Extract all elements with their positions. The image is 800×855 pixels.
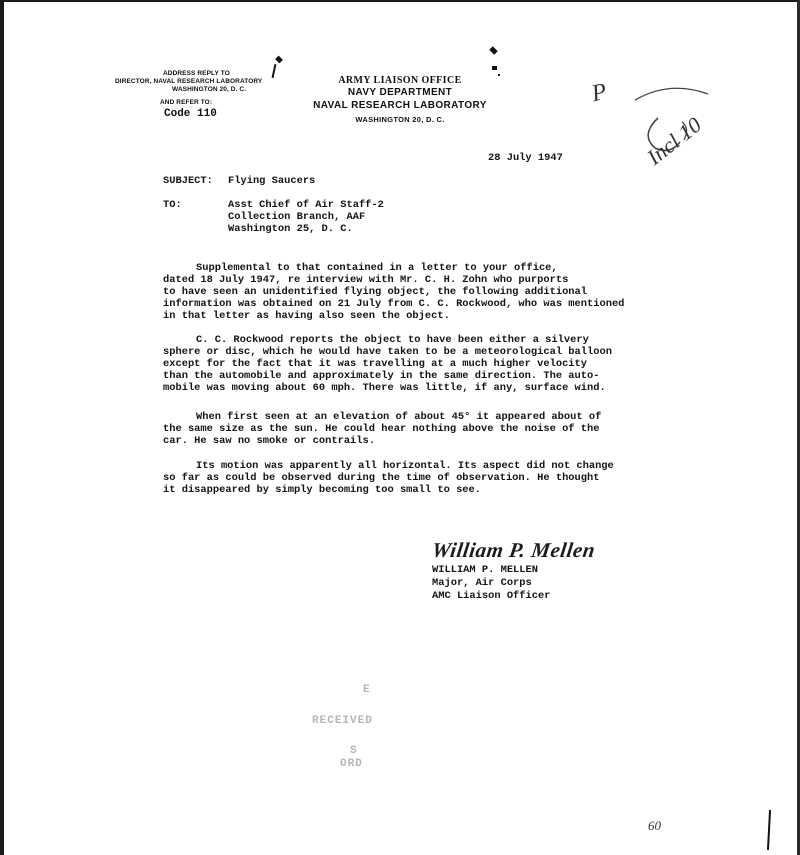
stamp-fragment: RECEIVED	[312, 715, 373, 727]
handwritten-corner-mark: P	[589, 78, 610, 108]
body-line: car. He saw no smoke or contrails.	[163, 435, 376, 447]
scan-border-left	[0, 0, 4, 855]
reply-address-line2: DIRECTOR, NAVAL RESEARCH LABORATORY	[115, 78, 263, 85]
handwritten-signature: William P. Mellen	[430, 538, 597, 562]
body-line: C. C. Rockwood reports the object to have been either a silvery	[196, 334, 589, 346]
reply-address-line3: WASHINGTON 20, D. C.	[172, 86, 247, 93]
letter-date: 28 July 1947	[488, 152, 563, 164]
scan-mark	[767, 810, 771, 850]
body-line: mobile was moving about 60 mph. There was little, if any, surface wind.	[163, 382, 606, 394]
stamp-fragment: S	[350, 745, 358, 757]
body-line: dated 18 July 1947, re interview with Mr. C. H. Zohn who purports	[163, 274, 569, 286]
stamp-fragment: ORD	[340, 758, 363, 770]
body-line: to have seen an unidentified flying object, the following additional	[163, 286, 588, 298]
letterhead-city: WASHINGTON 20, D. C.	[355, 115, 445, 124]
laboratory-title: NAVAL RESEARCH LABORATORY	[313, 100, 487, 111]
addressee-line: Washington 25, D. C.	[228, 223, 353, 235]
body-line: When first seen at an elevation of about 45° it appeared about of	[196, 411, 602, 423]
reply-address-line1: ADDRESS REPLY TO	[163, 70, 230, 77]
body-line: sphere or disc, which he would have taken to be a meteorological balloon	[163, 346, 612, 358]
addressee-line: Asst Chief of Air Staff-2	[228, 199, 384, 211]
body-line: in that letter as having also seen the object.	[163, 310, 450, 322]
enclosure-mark: Incl 10	[642, 112, 707, 170]
office-title: ARMY LIAISON OFFICE	[338, 75, 462, 86]
body-line: except for the fact that it was travelling at a much higher velocity	[163, 358, 588, 370]
scan-mark	[492, 66, 497, 70]
body-line: so far as could be observed during the time of observation. He thought	[163, 472, 600, 484]
subject-text: Flying Saucers	[228, 175, 316, 187]
body-line: it disappeared by simply becoming too small to see.	[163, 484, 482, 496]
scan-mark	[272, 64, 277, 78]
body-line: information was obtained on 21 July from C. C. Rockwood, who was mentioned	[163, 298, 625, 310]
body-line: the same size as the sun. He could hear nothing above the noise of the	[163, 423, 600, 435]
signer-name: WILLIAM P. MELLEN	[432, 564, 539, 576]
subject-label: SUBJECT:	[163, 175, 213, 187]
scan-mark	[489, 46, 497, 54]
body-line: than the automobile and approximately in the same direction. The auto-	[163, 370, 600, 382]
scan-mark	[275, 56, 283, 64]
stamp-fragment: E	[363, 684, 371, 696]
page-mark: 60	[648, 818, 661, 833]
refer-to-label: AND REFER TO:	[160, 99, 213, 106]
signer-position: AMC Liaison Officer	[432, 590, 551, 602]
code-number: Code 110	[164, 108, 217, 120]
department-title: NAVY DEPARTMENT	[347, 87, 453, 98]
body-line: Supplemental to that contained in a letter to your office,	[196, 262, 558, 274]
addressee-line: Collection Branch, AAF	[228, 211, 366, 223]
scan-border-top	[0, 0, 800, 2]
body-line: Its motion was apparently all horizontal. Its aspect did not change	[196, 460, 614, 472]
scan-mark	[498, 74, 500, 76]
to-label: TO:	[163, 199, 182, 211]
signer-title: Major, Air Corps	[432, 577, 532, 589]
